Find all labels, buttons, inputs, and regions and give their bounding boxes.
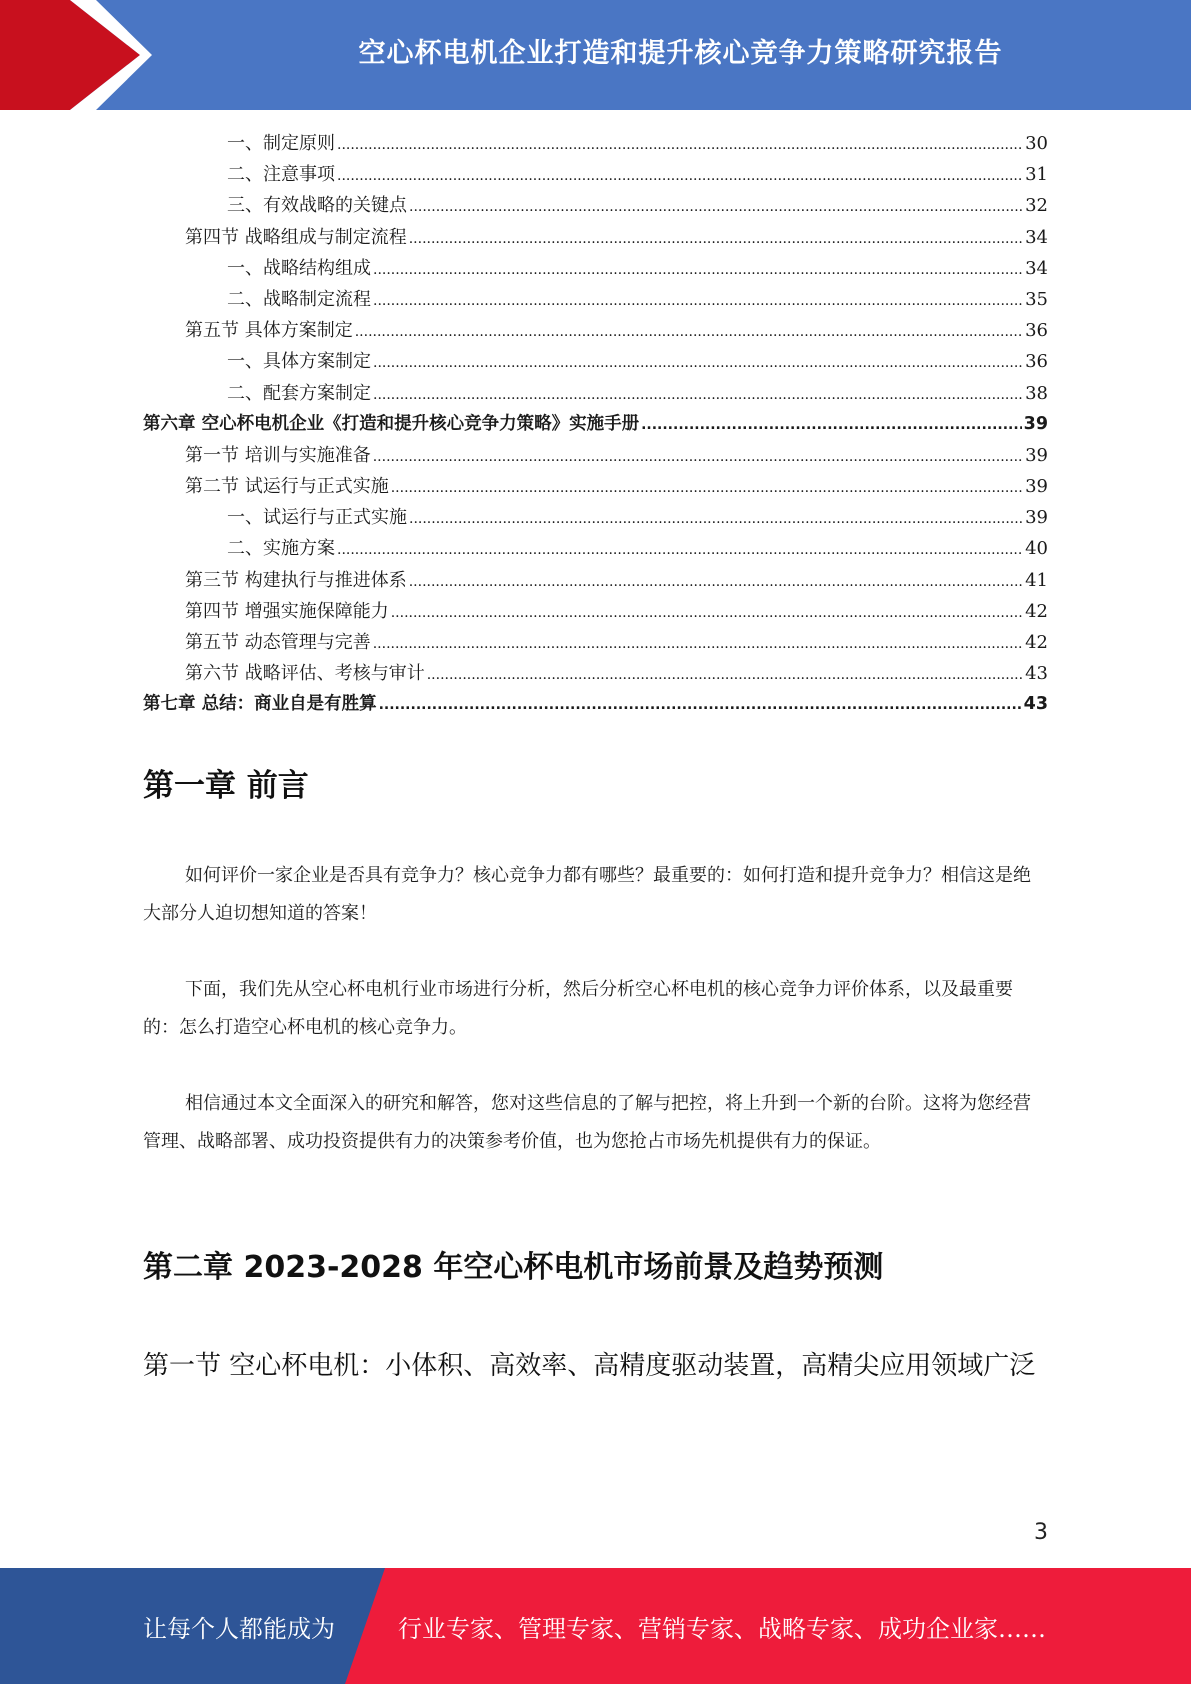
toc-entry[interactable]: [143, 159, 1048, 190]
toc-leader-dots: [337, 535, 1023, 566]
toc-entry[interactable]: [143, 565, 1048, 596]
toc-leader-dots: [391, 473, 1023, 504]
toc-entry-page: 38: [1025, 382, 1048, 404]
chapter-1-paragraph-1: 如何评价一家企业是否具有竞争力？核心竞争力都有哪些？最重要的：如何打造和提升竞争力？相信这是绝大部分人迫切想知道的答案！: [143, 865, 1031, 924]
toc-entry[interactable]: [143, 190, 1048, 221]
toc-leader-dots: [373, 348, 1023, 379]
toc-entry[interactable]: [143, 658, 1048, 689]
toc-leader-dots: [373, 255, 1023, 286]
toc-leader-dots: [373, 442, 1023, 473]
toc-entry-title: 二、战略制定流程: [227, 288, 371, 310]
toc-entry-page: 36: [1025, 320, 1048, 342]
toc-entry[interactable]: [143, 440, 1048, 471]
toc-leader-dots: [373, 629, 1023, 660]
chapter-1-paragraph-3: 相信通过本文全面深入的研究和解答，您对这些信息的了解与把控，将上升到一个新的台阶。这将为您经营管理、战略部署、成功投资提供有力的决策参考价值，也为您抢占市场先机提供有力的保证。: [143, 1093, 1031, 1152]
toc-leader-dots: [409, 504, 1023, 535]
toc-entry-page: 42: [1025, 600, 1048, 622]
toc-entry[interactable]: [143, 409, 1048, 440]
toc-leader-dots: [641, 410, 1022, 441]
toc-leader-dots: [337, 130, 1023, 161]
toc-entry[interactable]: [143, 627, 1048, 658]
toc-entry[interactable]: [143, 689, 1048, 720]
page-header: [0, 0, 1191, 110]
toc-entry-title: 第一节 培训与实施准备: [185, 444, 371, 466]
toc-entry-title: 第四节 增强实施保障能力: [185, 600, 389, 622]
toc-entry[interactable]: [143, 315, 1048, 346]
toc-entry-page: 41: [1025, 569, 1048, 591]
toc-entry-title: 一、具体方案制定: [227, 351, 371, 373]
toc-entry-title: 第三节 构建执行与推进体系: [185, 569, 407, 591]
toc-entry-page: 43: [1025, 663, 1048, 685]
toc-entry-title: 第五节 动态管理与完善: [185, 632, 371, 653]
toc-entry-page: 39: [1025, 507, 1048, 529]
footer-slogan-right: 行业专家、管理专家、营销专家、战略专家、成功企业家……: [398, 1614, 1046, 1643]
toc-leader-dots: [391, 598, 1023, 629]
page-number: 3: [1034, 1520, 1048, 1545]
page-footer: [0, 1568, 1191, 1684]
toc-entry-title: 第五节 具体方案制定: [185, 320, 353, 342]
toc-leader-dots: [409, 567, 1023, 598]
toc-entry[interactable]: [143, 502, 1048, 533]
toc-leader-dots: [409, 224, 1023, 255]
toc-entry[interactable]: [143, 346, 1048, 377]
toc-entry-page: 39: [1025, 476, 1048, 498]
toc-entry[interactable]: [143, 284, 1048, 315]
toc-entry-page: 43: [1023, 694, 1048, 715]
toc-entry-page: 39: [1025, 444, 1048, 466]
toc-entry-title: 第六节 战略评估、考核与审计: [185, 663, 425, 685]
toc-entry[interactable]: [143, 128, 1048, 159]
toc-leader-dots: [373, 286, 1023, 317]
toc-entry-page: 34: [1025, 257, 1048, 279]
toc-entry-title: 一、试运行与正式实施: [227, 507, 407, 529]
toc-entry[interactable]: [143, 596, 1048, 627]
toc-entry-page: 35: [1025, 288, 1048, 310]
chapter-1-title: 第一章 前言: [143, 768, 309, 804]
toc-entry-page: 42: [1025, 632, 1048, 653]
toc-entry-title: 二、注意事项: [227, 164, 335, 186]
chapter-1-paragraph-2: 下面，我们先从空心杯电机行业市场进行分析，然后分析空心杯电机的核心竞争力评价体系，以及最重要的：怎么打造空心杯电机的核心竞争力。: [143, 979, 1013, 1038]
toc-entry-page: 31: [1025, 164, 1048, 186]
toc-entry-page: 36: [1025, 351, 1048, 373]
header-title: 空心杯电机企业打造和提升核心竞争力策略研究报告: [358, 37, 1003, 69]
toc-entry-title: 一、制定原则: [227, 133, 335, 154]
toc-leader-dots: [427, 660, 1023, 691]
toc-entry-title: 三、有效战略的关键点: [227, 195, 407, 217]
toc-leader-dots: [373, 380, 1023, 411]
toc-entry[interactable]: [143, 533, 1048, 564]
toc-entry-title: 第二节 试运行与正式实施: [185, 476, 389, 498]
toc-leader-dots: [355, 317, 1023, 348]
toc-entry-page: 40: [1025, 538, 1048, 560]
toc-entry[interactable]: [143, 253, 1048, 284]
toc-entry[interactable]: [143, 222, 1048, 253]
toc-entry-page: 34: [1025, 226, 1048, 248]
toc-leader-dots: [409, 192, 1023, 223]
toc-entry-title: 第七章 总结：商业自是有胜算: [143, 694, 377, 715]
toc-leader-dots: [337, 161, 1023, 192]
toc-entry-title: 二、实施方案: [227, 538, 335, 560]
toc-entry[interactable]: [143, 471, 1048, 502]
toc-entry-page: 32: [1025, 195, 1048, 217]
toc-leader-dots: [379, 690, 1022, 721]
toc-entry-title: 第六章 空心杯电机企业《打造和提升核心竞争力策略》实施手册: [143, 413, 640, 434]
toc-entry-page: 39: [1023, 413, 1048, 434]
chapter-2-title: 第二章 2023-2028 年空心杯电机市场前景及趋势预测: [143, 1250, 884, 1285]
table-of-contents: [143, 128, 1048, 721]
chapter-2-section-1-title: 第一节 空心杯电机：小体积、高效率、高精度驱动装置，高精尖应用领域广泛: [143, 1351, 1036, 1381]
toc-entry-title: 第四节 战略组成与制定流程: [185, 226, 407, 248]
footer-slogan-left: 让每个人都能成为: [143, 1614, 335, 1643]
toc-entry[interactable]: [143, 378, 1048, 409]
toc-entry-title: 一、战略结构组成: [227, 257, 371, 279]
toc-entry-title: 二、配套方案制定: [227, 382, 371, 404]
toc-entry-page: 30: [1025, 133, 1048, 154]
